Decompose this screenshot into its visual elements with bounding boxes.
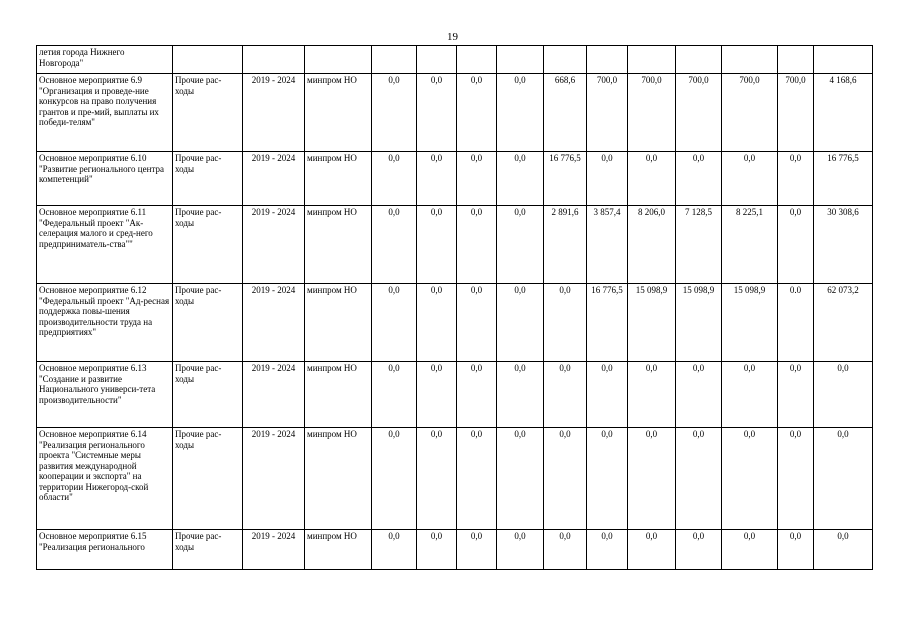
expense-type-cell: Прочие рас-ходы [173,428,243,530]
table-row [37,74,873,152]
value-cell: 0,0 [417,530,457,570]
value-cell: 0,0 [457,74,497,152]
years-cell: 2019 - 2024 [243,530,305,570]
total-cell: 0,0 [814,362,873,428]
years-cell: 2019 - 2024 [243,284,305,362]
value-cell: 0,0 [544,530,587,570]
value-cell: 0,0 [587,362,628,428]
value-cell: 0,0 [778,362,814,428]
expense-type-cell: Прочие рас-ходы [173,284,243,362]
measure-name-cell: летия города Нижнего Новгорода" [37,46,173,74]
value-cell [457,46,497,74]
value-cell [497,46,544,74]
table-row [37,362,873,428]
measure-name-cell: Основное мероприятие 6.11 "Федеральный проект "Ак-селерация малого и сред-него предприниматель-ства"" [37,206,173,284]
total-cell: 0,0 [814,428,873,530]
value-cell: 668,6 [544,74,587,152]
value-cell: 0,0 [372,206,417,284]
total-cell: 30 308,6 [814,206,873,284]
value-cell: 0,0 [372,428,417,530]
value-cell: 0,0 [497,152,544,206]
value-cell: 0,0 [497,74,544,152]
measure-name-cell: Основное мероприятие 6.14 "Реализация регионального проекта "Системные меры развития международной кооперации и экспорта" на территории Нижегород-ской области" [37,428,173,530]
measure-name-cell: Основное мероприятие 6.12 "Федеральный проект "Ад-ресная поддержка повы-шения производительности труда на предприятиях" [37,284,173,362]
value-cell: 0,0 [417,428,457,530]
executor-cell: минпром НО [305,530,372,570]
value-cell: 0,0 [417,362,457,428]
value-cell: 0.0 [778,284,814,362]
value-cell: 8 225,1 [722,206,778,284]
value-cell: 0,0 [544,428,587,530]
value-cell: 16 776,5 [544,152,587,206]
total-cell: 62 073,2 [814,284,873,362]
value-cell [628,46,676,74]
value-cell: 0,0 [497,428,544,530]
value-cell: 8 206,0 [628,206,676,284]
years-cell: 2019 - 2024 [243,152,305,206]
table-row [37,206,873,284]
years-cell: 2019 - 2024 [243,74,305,152]
value-cell: 0,0 [628,428,676,530]
value-cell: 0,0 [778,530,814,570]
value-cell: 700,0 [778,74,814,152]
value-cell: 0,0 [457,284,497,362]
total-cell: 16 776,5 [814,152,873,206]
value-cell [417,46,457,74]
value-cell [722,46,778,74]
value-cell: 15 098,9 [722,284,778,362]
value-cell: 0,0 [457,152,497,206]
value-cell: 0,0 [457,362,497,428]
value-cell [676,46,722,74]
value-cell: 0,0 [497,206,544,284]
value-cell: 0,0 [372,530,417,570]
value-cell: 3 857,4 [587,206,628,284]
value-cell: 0,0 [722,530,778,570]
years-cell: 2019 - 2024 [243,428,305,530]
executor-cell: минпром НО [305,74,372,152]
value-cell: 0,0 [497,530,544,570]
value-cell: 700,0 [587,74,628,152]
value-cell: 0,0 [417,74,457,152]
value-cell: 0,0 [457,428,497,530]
value-cell: 700,0 [676,74,722,152]
value-cell: 0,0 [372,284,417,362]
value-cell: 15 098,9 [676,284,722,362]
value-cell: 0,0 [628,152,676,206]
expense-type-cell: Прочие рас-ходы [173,152,243,206]
value-cell: 0,0 [457,530,497,570]
value-cell: 0,0 [722,428,778,530]
value-cell: 0,0 [676,362,722,428]
measure-name-cell: Основное мероприятие 6.13 "Создание и развитие Национального универси-тета производительности" [37,362,173,428]
table-row [37,428,873,530]
value-cell: 0,0 [628,362,676,428]
value-cell: 0,0 [587,530,628,570]
value-cell: 0,0 [676,530,722,570]
expense-type-cell: Прочие рас-ходы [173,74,243,152]
expense-type-cell: Прочие рас-ходы [173,530,243,570]
executor-cell: минпром НО [305,362,372,428]
page-number: 19 [447,31,458,43]
executor-cell: минпром НО [305,206,372,284]
value-cell: 0,0 [778,206,814,284]
total-cell: 0,0 [814,530,873,570]
value-cell: 0,0 [417,284,457,362]
value-cell: 0,0 [372,362,417,428]
total-cell: 4 168,6 [814,74,873,152]
budget-table [36,45,873,570]
value-cell: 0,0 [587,152,628,206]
expense-type-cell: Прочие рас-ходы [173,362,243,428]
table-row [37,284,873,362]
expense-type-cell [173,46,243,74]
value-cell: 700,0 [628,74,676,152]
value-cell [587,46,628,74]
value-cell [544,46,587,74]
table-body [37,46,873,570]
value-cell: 0,0 [372,74,417,152]
executor-cell: минпром НО [305,152,372,206]
value-cell [372,46,417,74]
value-cell: 0,0 [544,284,587,362]
value-cell: 0,0 [628,530,676,570]
value-cell: 0,0 [497,362,544,428]
table-row [37,152,873,206]
value-cell: 0,0 [722,152,778,206]
table-row [37,530,873,570]
value-cell: 0,0 [722,362,778,428]
value-cell: 15 098,9 [628,284,676,362]
expense-type-cell: Прочие рас-ходы [173,206,243,284]
value-cell: 0,0 [457,206,497,284]
measure-name-cell: Основное мероприятие 6.10 "Развитие регионального центра компетенций" [37,152,173,206]
years-cell: 2019 - 2024 [243,362,305,428]
value-cell: 0,0 [417,206,457,284]
measure-name-cell: Основное мероприятие 6.9 "Организация и проведе-ние конкурсов на право получения грантов и пре-мий, выплаты их победи-телям" [37,74,173,152]
value-cell: 0,0 [676,152,722,206]
executor-cell: минпром НО [305,284,372,362]
value-cell: 2 891,6 [544,206,587,284]
value-cell: 0,0 [587,428,628,530]
value-cell: 7 128,5 [676,206,722,284]
value-cell: 0,0 [417,152,457,206]
years-cell [243,46,305,74]
value-cell: 16 776,5 [587,284,628,362]
executor-cell [305,46,372,74]
value-cell: 0,0 [372,152,417,206]
table-row [37,46,873,74]
value-cell: 0,0 [676,428,722,530]
value-cell [778,46,814,74]
value-cell: 0,0 [778,152,814,206]
total-cell [814,46,873,74]
value-cell: 0,0 [778,428,814,530]
value-cell: 0,0 [497,284,544,362]
value-cell: 0,0 [544,362,587,428]
value-cell: 700,0 [722,74,778,152]
executor-cell: минпром НО [305,428,372,530]
years-cell: 2019 - 2024 [243,206,305,284]
measure-name-cell: Основное мероприятие 6.15 "Реализация регионального [37,530,173,570]
